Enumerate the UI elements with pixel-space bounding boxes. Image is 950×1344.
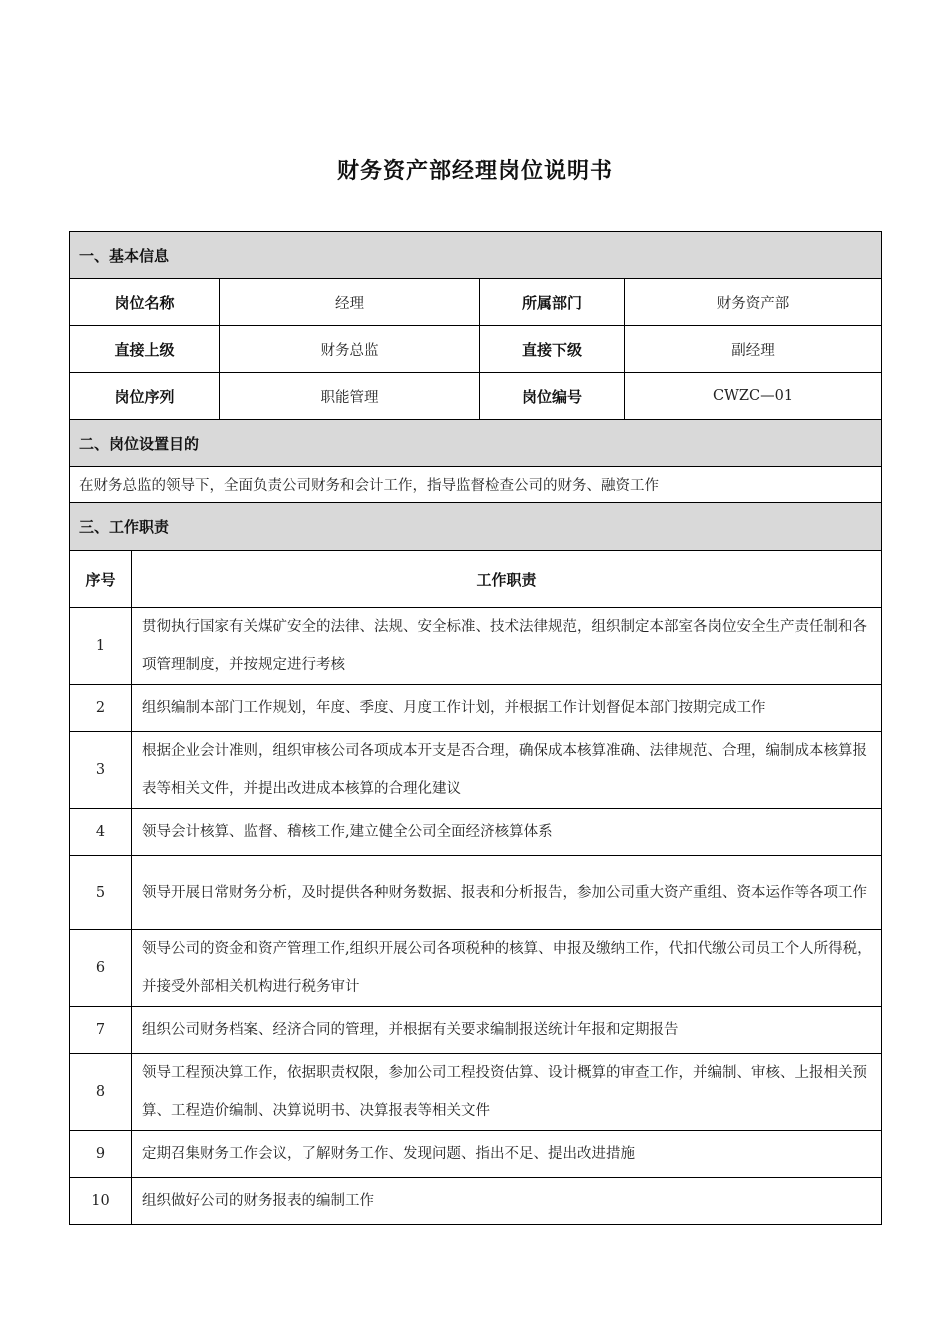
info-row [70,373,882,420]
section-basic-info-header: 一、基本信息 [70,232,882,279]
value-direct-subordinate: 副经理 [625,326,882,373]
value-position-name: 经理 [220,279,480,326]
label-direct-subordinate: 直接下级 [480,326,625,373]
table-row [70,685,882,732]
basic-info-table [69,231,882,503]
value-direct-superior: 财务总监 [220,326,480,373]
duty-text: 组织公司财务档案、经济合同的管理，并根据有关要求编制报送统计年报和定期报告 [132,1007,882,1054]
label-direct-superior: 直接上级 [70,326,220,373]
duties-col-number: 序号 [70,551,132,608]
duty-text: 领导会计核算、监督、稽核工作,建立健全公司全面经济核算体系 [132,809,882,856]
value-position-series: 职能管理 [220,373,480,420]
duty-number: 5 [70,856,132,930]
value-department: 财务资产部 [625,279,882,326]
duty-text: 领导工程预决算工作，依据职责权限，参加公司工程投资估算、设计概算的审查工作，并编制、审核、上报相关预算、工程造价编制、决算说明书、决算报表等相关文件 [132,1054,882,1131]
table-row [70,1131,882,1178]
duty-number: 6 [70,930,132,1007]
table-row [70,930,882,1007]
duty-number: 4 [70,809,132,856]
table-row [70,732,882,809]
duty-text: 贯彻执行国家有关煤矿安全的法律、法规、安全标准、技术法律规范，组织制定本部室各岗位安全生产责任制和各项管理制度，并按规定进行考核 [132,608,882,685]
duty-text: 领导开展日常财务分析，及时提供各种财务数据、报表和分析报告，参加公司重大资产重组、资本运作等各项工作 [132,856,882,930]
table-row [70,1178,882,1225]
info-row [70,326,882,373]
table-row [70,856,882,930]
duty-text: 定期召集财务工作会议，了解财务工作、发现问题、指出不足、提出改进措施 [132,1131,882,1178]
purpose-text: 在财务总监的领导下，全面负责公司财务和会计工作，指导监督检查公司的财务、融资工作 [70,467,882,503]
duty-number: 10 [70,1178,132,1225]
duties-col-duty: 工作职责 [132,551,882,608]
document-title: 财务资产部经理岗位说明书 [336,159,613,184]
duty-number: 1 [70,608,132,685]
section-duties-header: 三、工作职责 [70,503,882,551]
label-position-series: 岗位序列 [70,373,220,420]
duties-table [69,502,882,1225]
info-row [70,279,882,326]
duty-text: 根据企业会计准则，组织审核公司各项成本开支是否合理，确保成本核算准确、法律规范、合理，编制成本核算报表等相关文件，并提出改进成本核算的合理化建议 [132,732,882,809]
table-row [70,809,882,856]
duty-number: 7 [70,1007,132,1054]
duty-text: 领导公司的资金和资产管理工作,组织开展公司各项税种的核算、申报及缴纳工作，代扣代缴公司员工个人所得税，并接受外部相关机构进行税务审计 [132,930,882,1007]
label-position-name: 岗位名称 [70,279,220,326]
duty-number: 9 [70,1131,132,1178]
duty-number: 3 [70,732,132,809]
label-position-code: 岗位编号 [480,373,625,420]
duty-number: 8 [70,1054,132,1131]
duty-number: 2 [70,685,132,732]
duty-text: 组织编制本部门工作规划，年度、季度、月度工作计划，并根据工作计划督促本部门按期完成工作 [132,685,882,732]
duty-text: 组织做好公司的财务报表的编制工作 [132,1178,882,1225]
table-row [70,608,882,685]
label-department: 所属部门 [480,279,625,326]
value-position-code: CWZC—01 [625,373,882,420]
section-purpose-header: 二、岗位设置目的 [70,420,882,467]
table-row [70,1054,882,1131]
table-row [70,1007,882,1054]
